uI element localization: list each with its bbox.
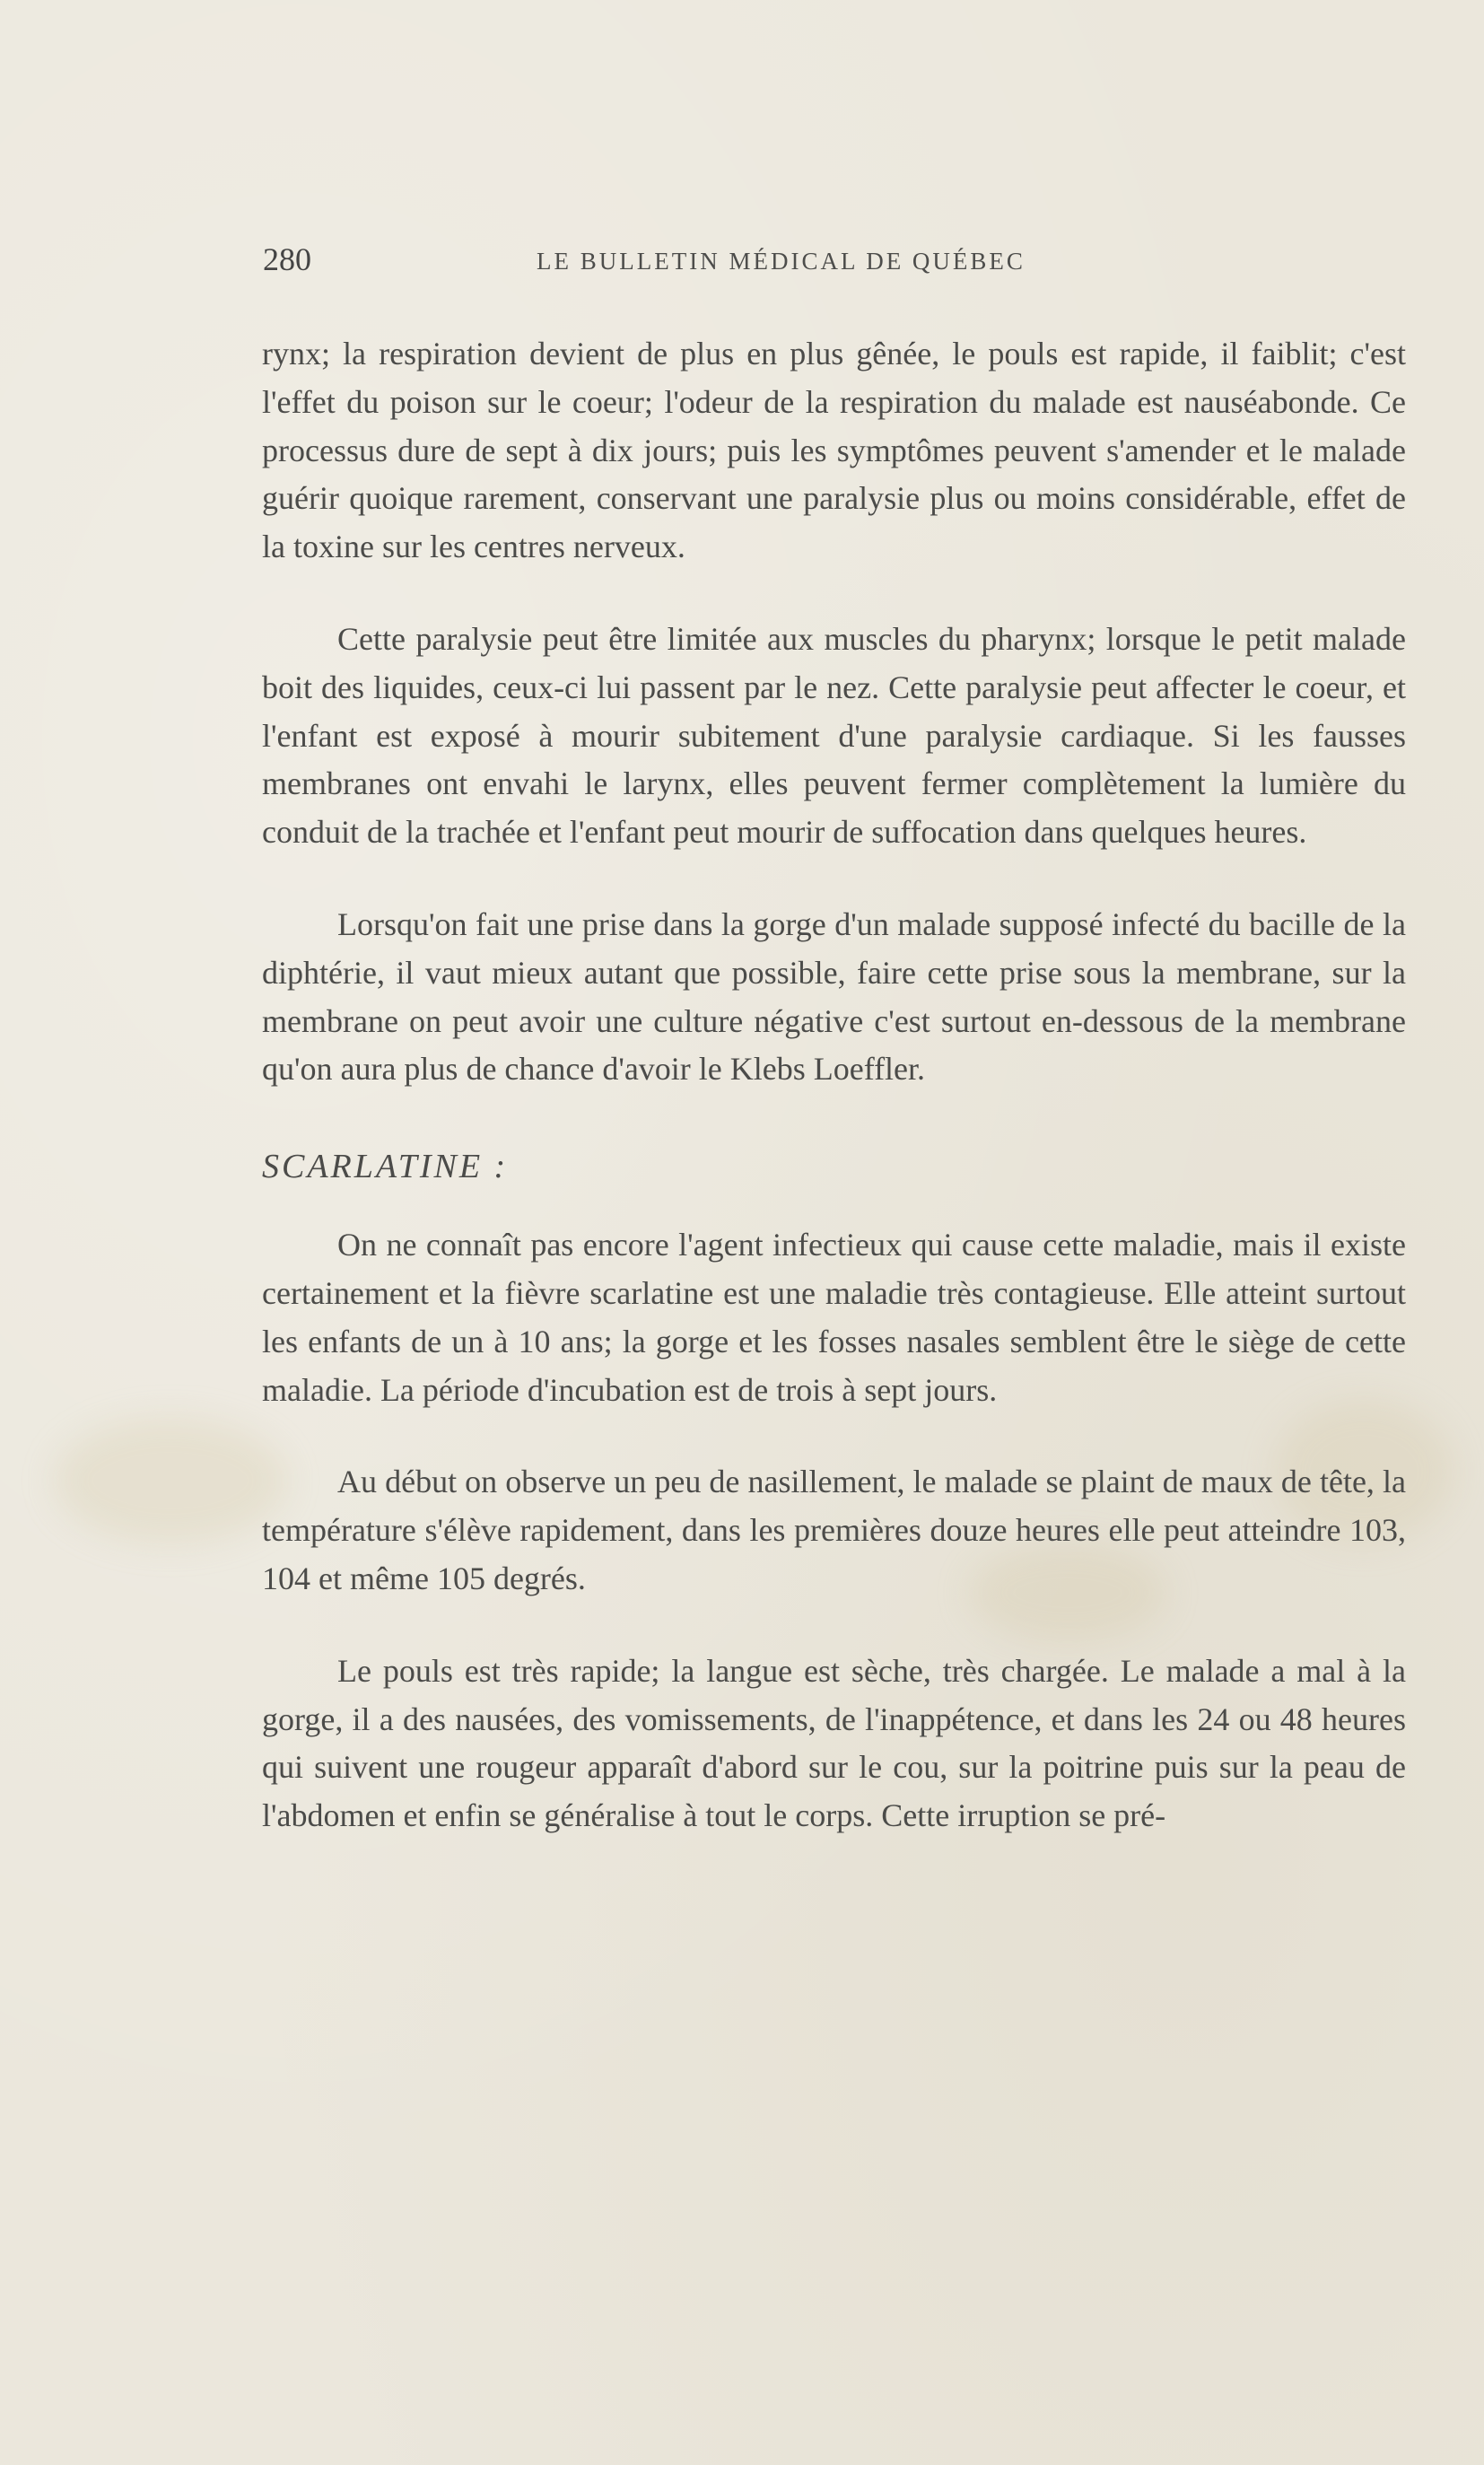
page-number: 280 — [263, 241, 311, 277]
paragraph: On ne connaît pas encore l'agent infectieux qui cause cette maladie, mais il existe certainement et la fièvre scarlatine est une maladie très contagieuse. Elle atteint surtout les enfants de un à 10 ans; la gorge et les fosses nasales semblent être le siège de cette maladie. La période d'incubation est de trois à sept jours. — [262, 1227, 1406, 1408]
paper-stain — [54, 1418, 287, 1543]
paragraph: Au début on observe un peu de nasillement, le malade se plaint de maux de tête, la température s'élève rapidement, dans les premières douze heures elle peut atteindre 103, 104 et même 105 degrés. — [262, 1464, 1406, 1596]
paragraph: Le pouls est très rapide; la langue est sèche, très chargée. Le malade a mal à la gorge, il a des nausées, des vomissements, de l'inappétence, et dans les 24 ou 48 heures qui suivent une rougeur apparaît d'abord sur le cou, sur la poitrine puis sur la peau de l'abdomen et enfin se généralise à tout le corps. Cette irruption se pré- — [262, 1652, 1406, 1834]
section-title: SCARLATINE : — [262, 1148, 509, 1186]
body-text — [262, 330, 1406, 1840]
page-header — [263, 240, 1407, 285]
paragraph-continued: rynx; la respiration devient de plus en plus gênée, le pouls est rapide, il faiblit; c'est l'effet du poison sur le coeur; l'odeur de la respiration du malade est nauséabonde. Ce processus dure de sept à dix jours; puis les symptômes peuvent s'amender et le malade guérir quoique rarement, conservant une paralysie plus ou moins considérable, effet de la toxine sur les centres nerveux. — [262, 336, 1406, 565]
paragraph: Cette paralysie peut être limitée aux muscles du pharynx; lorsque le petit malade boit des liquides, ceux-ci lui passent par le nez. Cette paralysie peut affecter le coeur, et l'enfant est exposé à mourir subitement d'une paralysie cardiaque. Si les fausses membranes ont envahi le larynx, elles peuvent fermer complètement la lumière du conduit de la trachée et l'enfant peut mourir de suffocation dans quelques heures. — [262, 620, 1406, 851]
running-title: LE BULLETIN MÉDICAL DE QUÉBEC — [537, 248, 1026, 275]
paragraph: Lorsqu'on fait une prise dans la gorge d'un malade supposé infecté du bacille de la diphtérie, il vaut mieux autant que possible, faire cette prise sous la membrane, sur la membrane on peut avoir une culture négative c'est surtout en-dessous de la membrane qu'on aura plus de chance d'avoir le Klebs Loeffler. — [262, 905, 1406, 1088]
